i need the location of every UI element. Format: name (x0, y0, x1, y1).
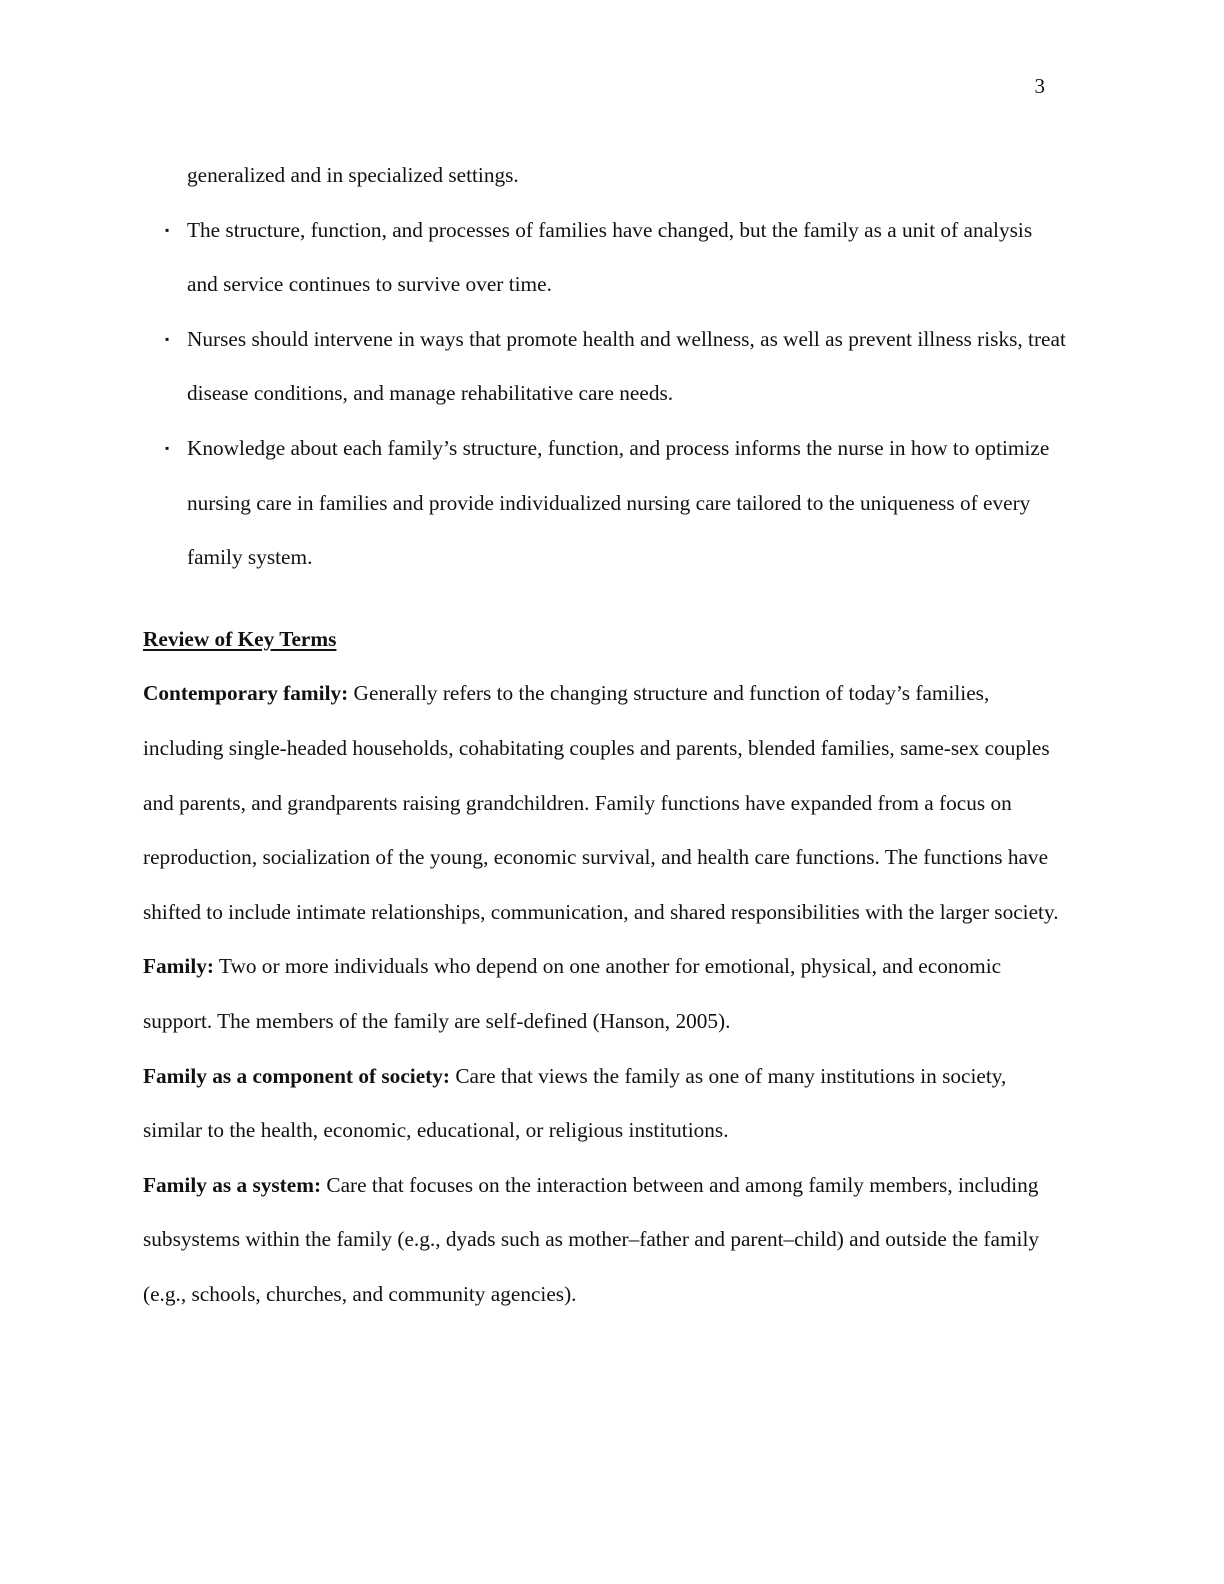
term-entry-family (143, 939, 1068, 1048)
list-item (143, 203, 1068, 312)
bullet-text: Knowledge about each family’s structure, function, and process informs the nurse in how to optimize nursing care in families and provide individualized nursing care tailored to the uniqueness of every family system. (187, 435, 1050, 570)
bullet-text: The structure, function, and processes of families have changed, but the family as a unit of analysis and service continues to survive over time. (187, 217, 1033, 297)
term-definition: Generally refers to the changing structure and function of today’s families, including single-headed households, cohabitating couples and parents, blended families, same-sex couples and parents, and grandparents raising grandchildren. Family functions have expanded from a focus on reproduction, socialization of the young, economic survival, and health care functions. The functions have shifted to include intimate relationships, communication, and shared responsibilities with the larger society. (143, 681, 1059, 924)
list-item (143, 312, 1068, 421)
term-entry-family-component-of-society (143, 1049, 1068, 1158)
square-bullet-icon: ▪ (165, 222, 170, 237)
term-entry-family-as-system (143, 1158, 1068, 1322)
page-number: 3 (1034, 74, 1045, 98)
term-label: Family: (143, 954, 214, 979)
continued-bullet-text: generalized and in specialized settings. (187, 163, 519, 187)
term-entry-contemporary-family (143, 666, 1068, 939)
term-label: Family as a component of society: (143, 1063, 450, 1088)
term-label: Contemporary family: (143, 681, 349, 706)
term-definition: Care that views the family as one of many institutions in society, similar to the health, economic, educational, or religious institutions. (143, 1063, 1007, 1143)
square-bullet-icon: ▪ (165, 331, 170, 346)
term-label: Family as a system: (143, 1172, 322, 1197)
key-points-list (143, 203, 1068, 585)
document-body (143, 148, 1068, 1321)
section-heading: Review of Key Terms (143, 626, 337, 651)
list-item (143, 421, 1068, 585)
bullet-text: Nurses should intervene in ways that promote health and wellness, as well as prevent illness risks, treat disease conditions, and manage rehabilitative care needs. (187, 326, 1066, 406)
square-bullet-icon: ▪ (165, 440, 170, 455)
term-definition: Two or more individuals who depend on one another for emotional, physical, and economic support. The members of the family are self-defined (Hanson, 2005). (143, 954, 1002, 1033)
term-definition: Care that focuses on the interaction between and among family members, including subsystems within the family (e.g., dyads such as mother–father and parent–child) and outside the family (e.g., schools, churches, and community agencies). (143, 1172, 1040, 1306)
